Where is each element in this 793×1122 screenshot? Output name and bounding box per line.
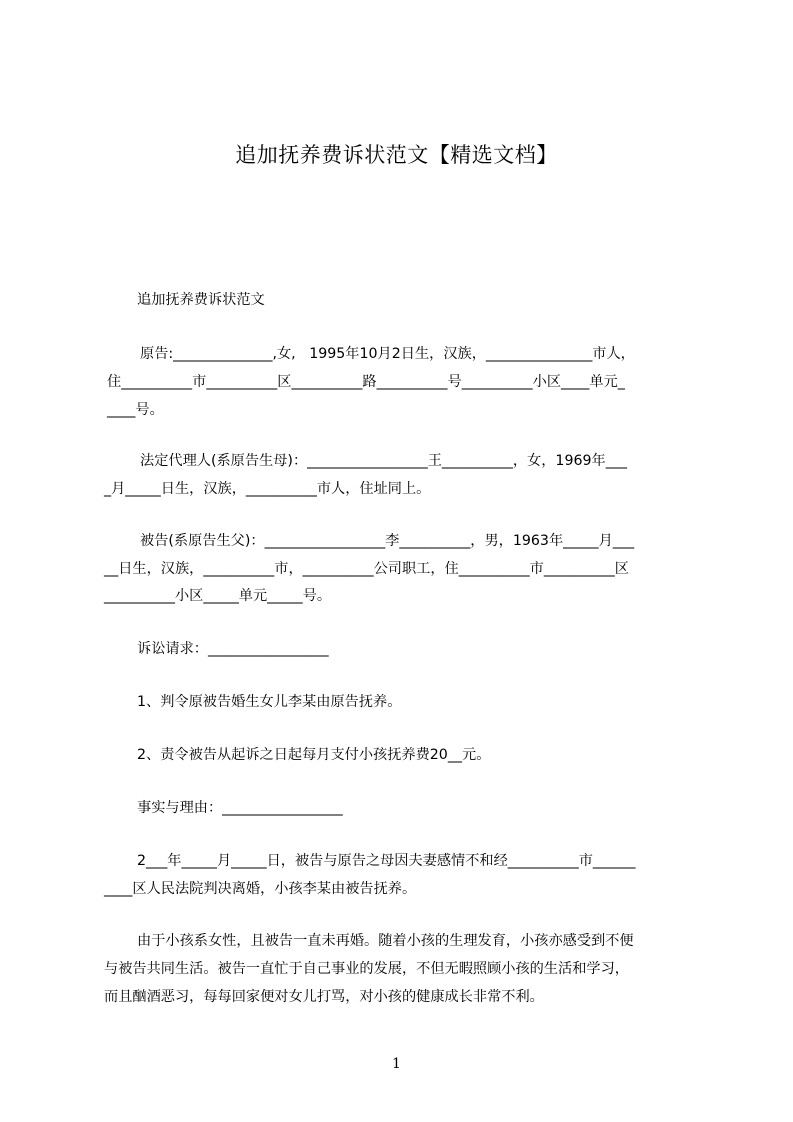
plaintiff-line-1: 原告:______________,女, 1995年10月2日生，汉族，_______________市人，: [140, 346, 635, 362]
facts-para2-line-1: 由于小孩系女性，且被告一直未再婚。随着小孩的生理发育，小孩亦感受到不便: [137, 933, 634, 949]
body-heading: 追加抚养费诉状范文: [137, 292, 265, 308]
agent-line-1: 法定代理人(系原告生母)：_________________王__________，女，1969年___: [140, 453, 627, 469]
facts-para1-line-2: ____区人民法院判决离婚，小孩李某由被告抚养。: [104, 881, 417, 897]
facts-para1-line-1: 2___年_____月_____日，被告与原告之母因夫妻感情不和经__________市______: [137, 853, 636, 869]
facts-para2-line-3: 而且酗酒恶习，每每回家便对女儿打骂，对小孩的健康成长非常不利。: [104, 989, 544, 1005]
defendant-line-2: __日生，汉族，__________市，__________公司职工，住__________市__________区: [104, 561, 629, 577]
document-title: 追加抚养费诉状范文【精选文档】: [235, 143, 558, 167]
agent-line-2: _月_____日生，汉族，__________市人，住址同上。: [104, 481, 431, 497]
claim-item-2: 2、责令被告从起诉之日起每月支付小孩抚养费20__元。: [137, 747, 491, 763]
plaintiff-line-2: 住__________市__________区__________路__________号__________小区____单元_: [107, 374, 625, 390]
claims-heading: 诉讼请求：_________________: [137, 641, 329, 657]
plaintiff-line-3: ____号。: [107, 402, 164, 418]
claim-item-1: 1、判令原被告婚生女儿李某由原告抚养。: [137, 694, 402, 710]
page-number: 1: [392, 1056, 401, 1072]
facts-heading: 事实与理由：_________________: [137, 800, 343, 816]
defendant-line-1: 被告(系原告生父)：_________________李__________，男，1963年_____月___: [140, 533, 635, 549]
defendant-line-3: __________小区_____单元_____号。: [104, 588, 332, 604]
facts-para2-line-2: 与被告共同生活。被告一直忙于自己事业的发展，不但无暇照顾小孩的生活和学习，: [104, 961, 629, 977]
